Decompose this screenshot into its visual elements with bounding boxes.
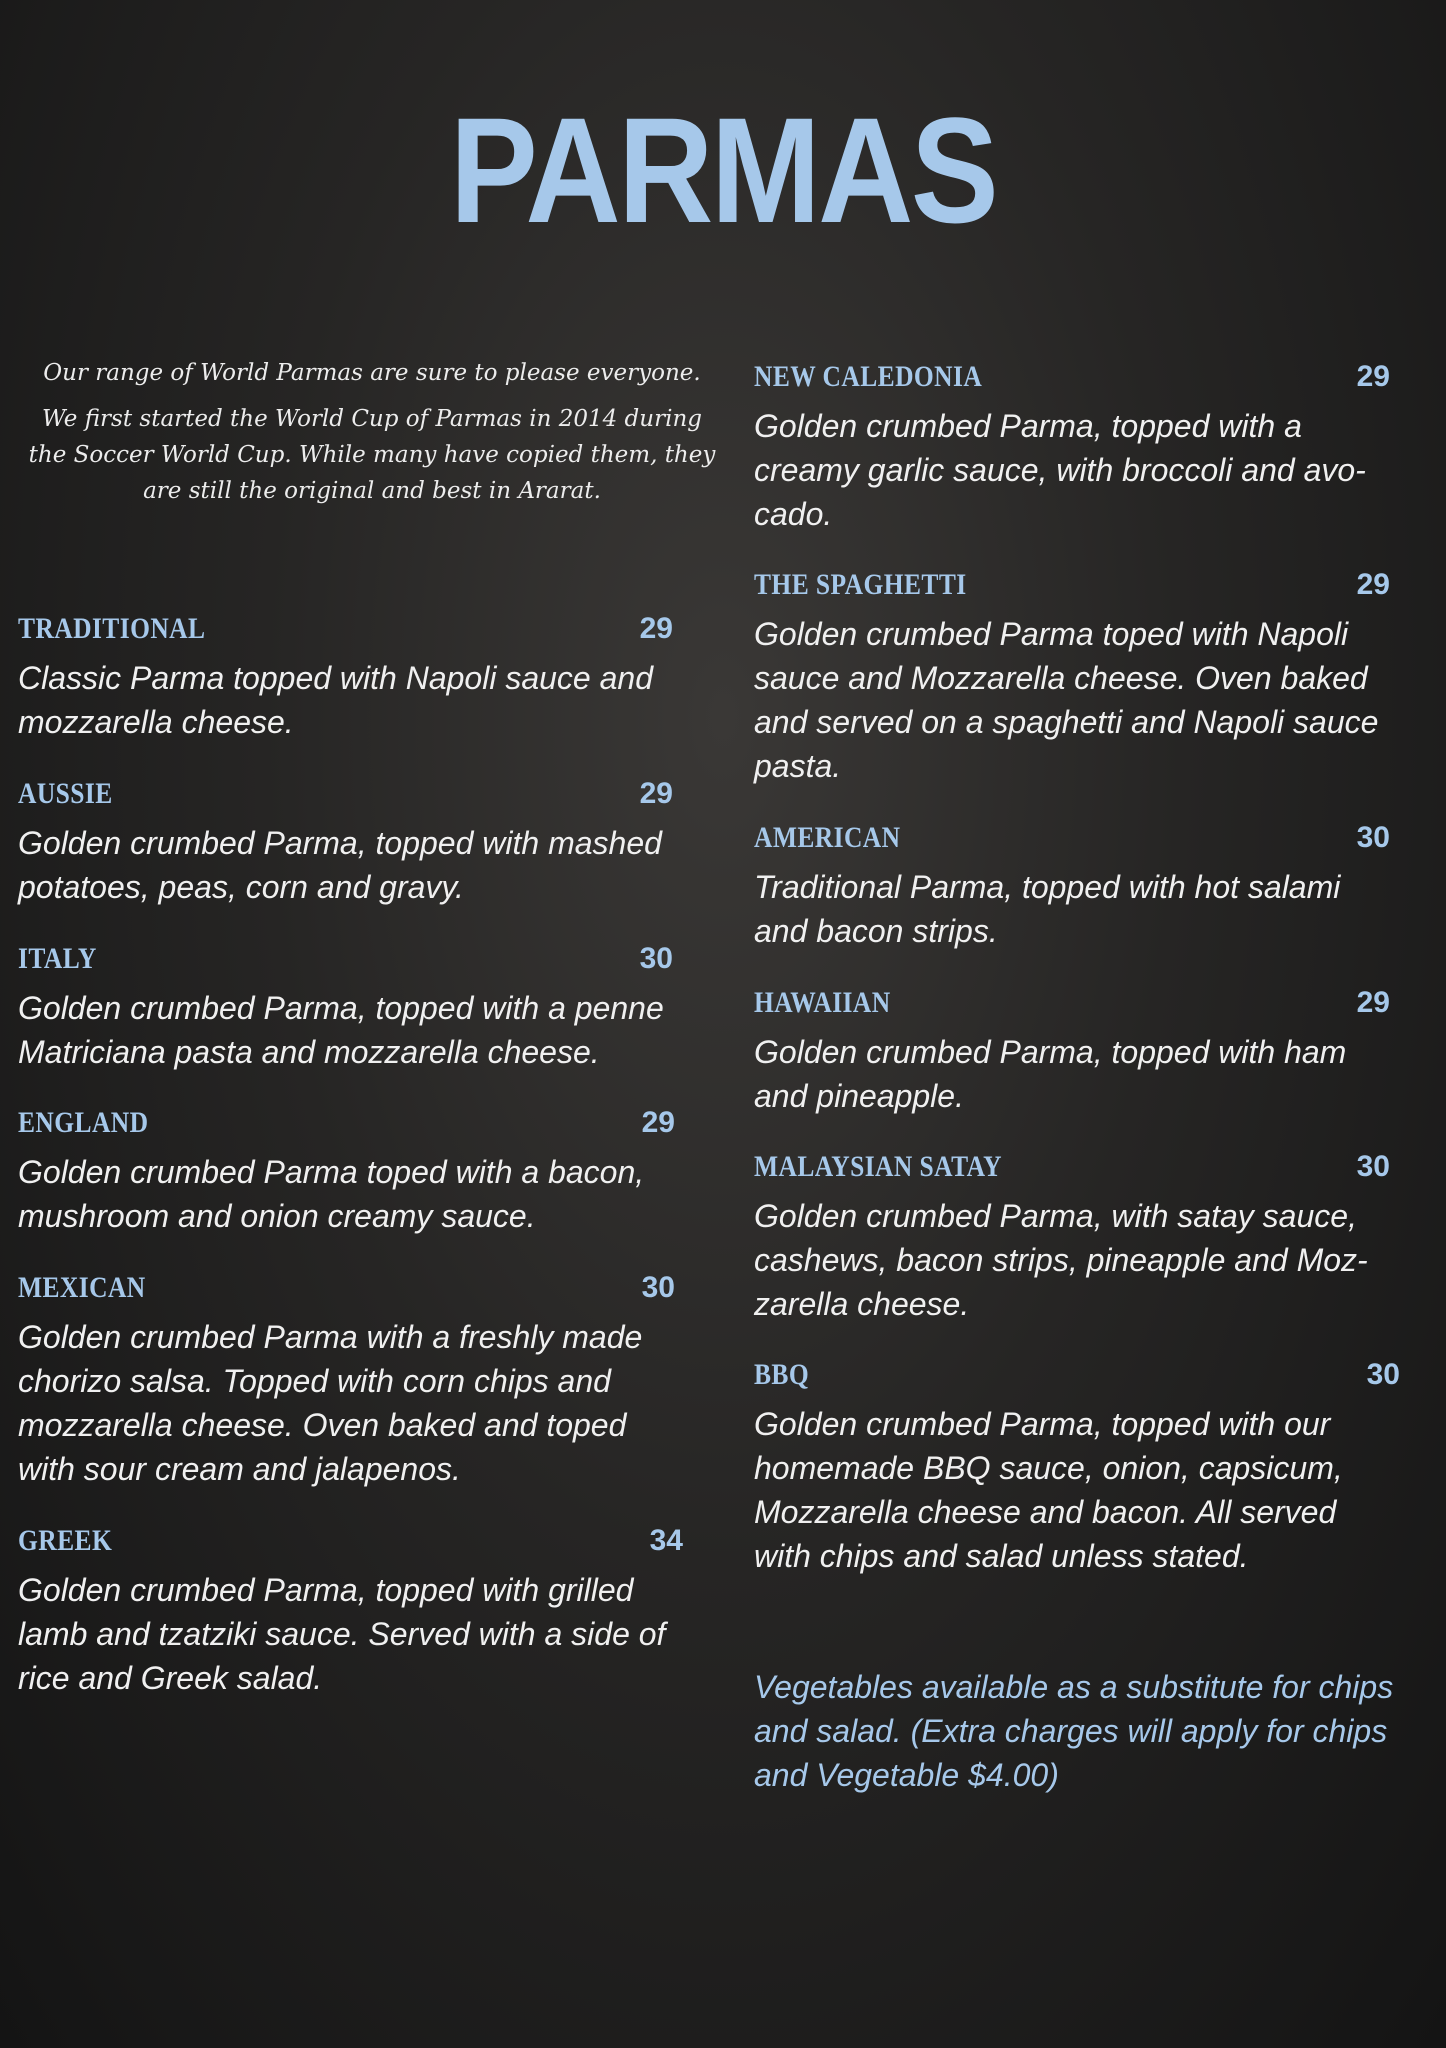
menu-item-italy	[18, 942, 673, 1074]
item-price: 34	[649, 1524, 683, 1557]
item-price: 29	[641, 1106, 675, 1139]
menu-item-mexican	[18, 1271, 675, 1491]
item-name: GREEK	[18, 1524, 113, 1557]
item-name: BBQ	[754, 1358, 810, 1391]
intro-text	[22, 355, 722, 519]
menu-item-england	[18, 1106, 675, 1238]
item-name: ENGLAND	[18, 1106, 149, 1139]
item-name: AUSSIE	[18, 777, 113, 810]
menu-item-traditional	[18, 612, 673, 744]
item-price: 29	[1356, 360, 1390, 393]
menu-item-malaysian-satay	[754, 1150, 1390, 1326]
item-price: 30	[1356, 1150, 1390, 1183]
item-name: NEW CALEDONIA	[754, 360, 983, 393]
item-name: TRADITIONAL	[18, 612, 206, 645]
menu-item-greek	[18, 1524, 683, 1700]
menu-item-the-spaghetti	[754, 568, 1390, 788]
menu-item-american	[754, 821, 1390, 953]
item-description: Classic Parma topped with Napoli sauce and mozzarella cheese.	[18, 660, 653, 740]
item-name: THE SPAGHETTI	[754, 568, 967, 601]
item-description: Golden crumbed Parma with a freshly made chorizo salsa. Topped with corn chips and mozzarella cheese. Oven baked and toped with sour cream and jalapenos.	[18, 1319, 643, 1487]
item-price: 29	[1356, 568, 1390, 601]
item-price: 30	[1356, 821, 1390, 854]
item-description: Golden crumbed Parma, topped with a creamy garlic sauce, with broccoli and avo-cado.	[754, 408, 1366, 532]
item-description: Golden crumbed Parma, topped with grilled lamb and tzatziki sauce. Served with a side of rice and Greek salad.	[18, 1572, 666, 1696]
vegetables-note: Vegetables available as a substitute for chips and salad. (Extra charges will apply for chips and Vegetable $4.00)	[754, 1669, 1394, 1793]
item-name: MEXICAN	[18, 1271, 146, 1304]
menu-item-bbq	[754, 1358, 1400, 1578]
item-description: Golden crumbed Parma, topped with mashed potatoes, peas, corn and gravy.	[18, 825, 662, 905]
item-description: Golden crumbed Parma, topped with our homemade BBQ sauce, onion, capsicum, Mozzarella cheese and bacon. All served with chips and salad unless stated.	[754, 1406, 1343, 1574]
item-description: Golden crumbed Parma toped with a bacon, mushroom and onion creamy sauce.	[18, 1154, 645, 1234]
item-price: 30	[1366, 1358, 1400, 1391]
menu-item-aussie	[18, 777, 673, 909]
menu-item-new-caledonia	[754, 360, 1390, 536]
item-price: 29	[1356, 986, 1390, 1019]
item-price: 29	[639, 612, 673, 645]
item-description: Golden crumbed Parma, with satay sauce, cashews, bacon strips, pineapple and Moz-zarella cheese.	[754, 1198, 1368, 1322]
item-name: AMERICAN	[754, 821, 901, 854]
item-price: 30	[639, 942, 673, 975]
item-price: 29	[639, 777, 673, 810]
item-name: MALAYSIAN SATAY	[754, 1150, 1002, 1183]
item-name: HAWAIIAN	[754, 986, 891, 1019]
intro-paragraph-1: Our range of World Parmas are sure to please everyone.	[43, 360, 701, 386]
item-description: Golden crumbed Parma, topped with a penne Matriciana pasta and mozzarella cheese.	[18, 990, 664, 1070]
item-description: Golden crumbed Parma, topped with ham and pineapple.	[754, 1034, 1347, 1114]
item-price: 30	[641, 1271, 675, 1304]
intro-paragraph-2: We first started the World Cup of Parmas in 2014 during the Soccer World Cup. While many have copied them, they are still the original and best in Ararat.	[28, 406, 716, 504]
page-title: PARMAS	[449, 86, 997, 254]
item-description: Traditional Parma, topped with hot salami and bacon strips.	[754, 869, 1341, 949]
menu-item-hawaiian	[754, 986, 1390, 1118]
item-description: Golden crumbed Parma toped with Napoli sauce and Mozzarella cheese. Oven baked and served on a spaghetti and Napoli sauce pasta.	[754, 616, 1379, 784]
item-name: ITALY	[18, 942, 97, 975]
